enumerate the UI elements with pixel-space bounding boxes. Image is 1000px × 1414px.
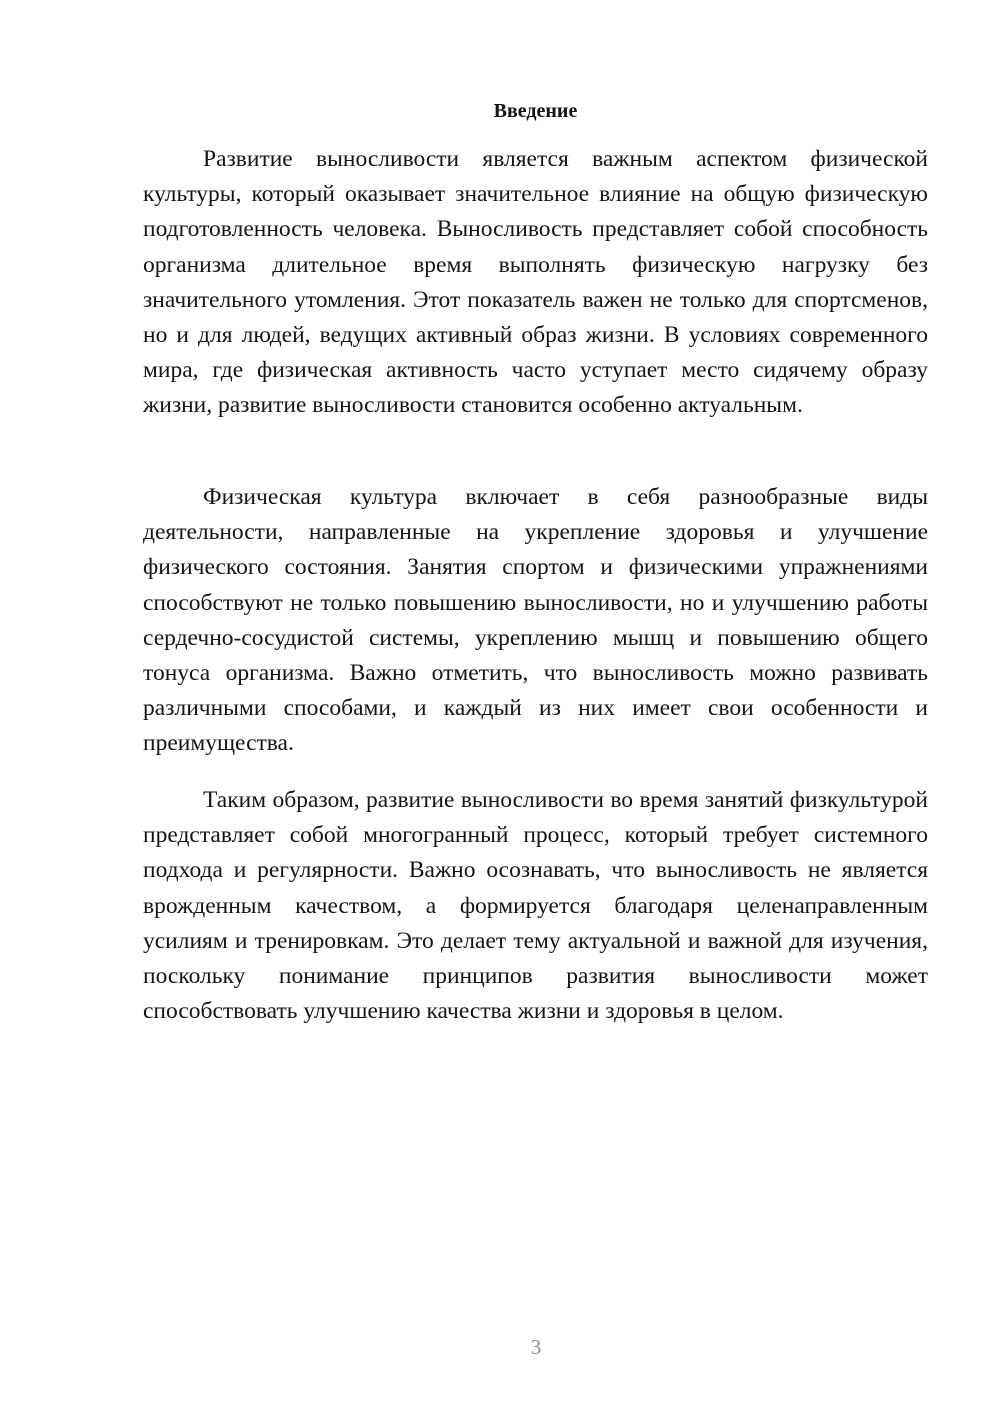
page-number: 3 <box>530 1335 542 1359</box>
paragraph-3: Таким образом, развитие выносливости во время занятий физкультурой представляет собой многогранный процесс, который требует системного подхода и регулярности. Важно осознавать, что выносливость не является врожденным качеством, а формируется благодаря целенаправленным усилиям и тренировкам. Это делает тему актуальной и важной для изучения, поскольку понимание принципов развития выносливости может способствовать улучшению качества жизни и здоровья в целом. <box>143 787 928 1025</box>
paragraph-2: Физическая культура включает в себя разнообразные виды деятельности, направленные на укрепление здоровья и улучшение физического состояния. Занятия спортом и физическими упражнениями способствуют не только повышению выносливости, но и улучшению работы сердечно-сосудистой системы, укреплению мышц и повышению общего тонуса организма. Важно отметить, что выносливость можно развивать различными способами, и каждый из них имеет свои особенности и преимущества. <box>143 484 928 757</box>
paragraph-1: Развитие выносливости является важным аспектом физической культуры, который оказывает значительное влияние на общую физическую подготовленность человека. Выносливость представляет собой способность организма длительное время выполнять физическую нагрузку без значительного утомления. Этот показатель важен не только для спортсменов, но и для людей, ведущих активный образ жизни. В условиях современного мира, где физическая активность часто уступает место сидячему образу жизни, развитие выносливости становится особенно актуальным. <box>143 146 928 419</box>
section-title: Введение <box>493 100 578 122</box>
